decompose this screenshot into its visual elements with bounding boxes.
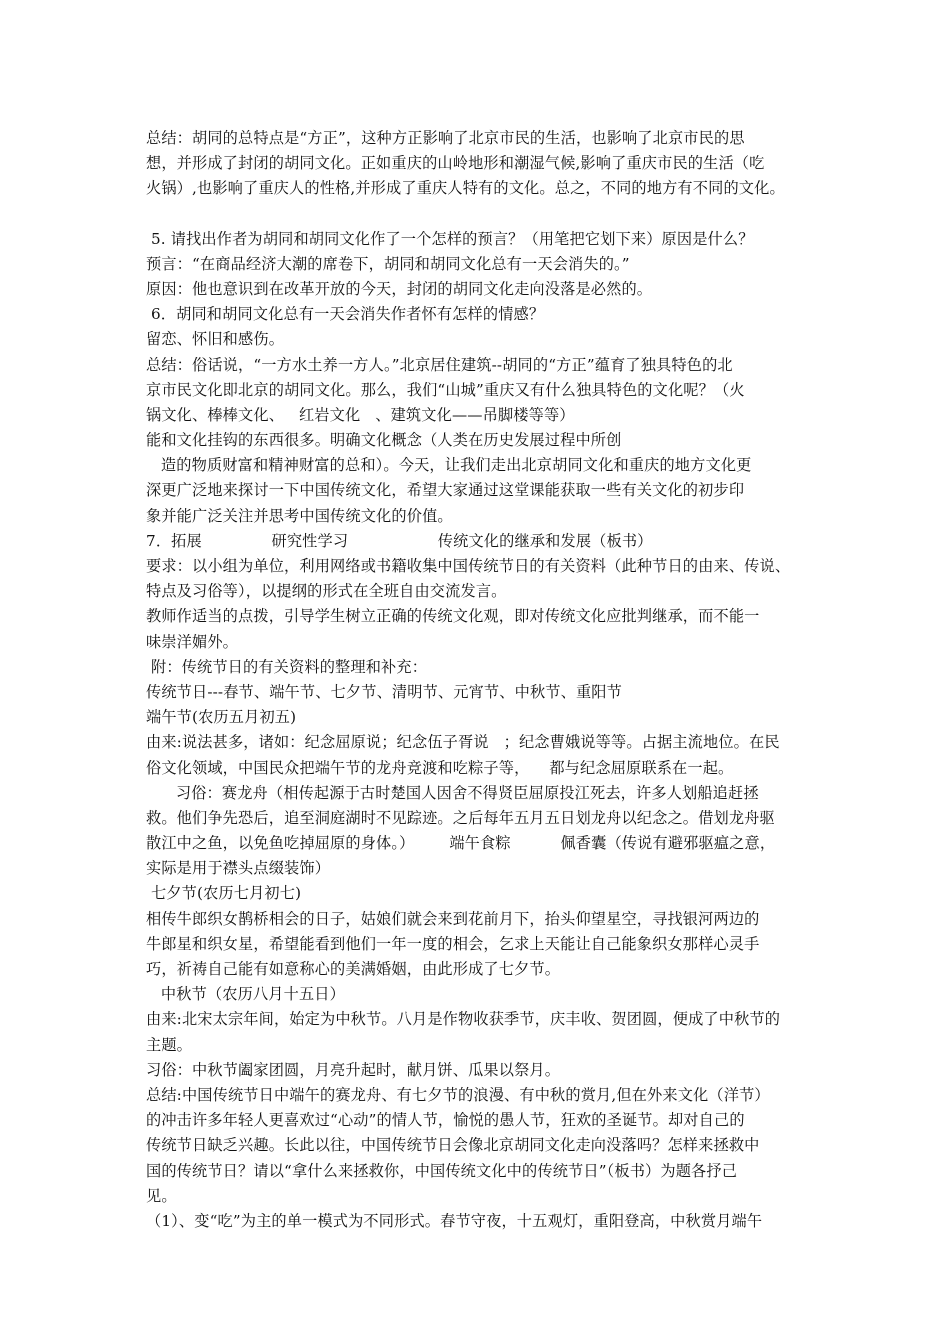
text-line: 火锅）,也影响了重庆人的性格,并形成了重庆人特有的文化。总之，不同的地方有不同的文化。 xyxy=(146,179,785,198)
text-line: 造的物质财富和精神财富的总和）。今天，让我们走出北京胡同文化和重庆的地方文化更 xyxy=(146,456,752,475)
text-line: 俗文化领域，中国民众把端午节的龙舟竞渡和吃粽子等， 都与纪念屈原联系在一起。 xyxy=(146,758,734,777)
text-line: 味崇洋媚外。 xyxy=(146,632,239,651)
text-line: 总结：胡同的总特点是“方正”，这种方正影响了北京市民的生活，也影响了北京市民的思 xyxy=(146,129,745,147)
text-line: 6．胡同和胡同文化总有一天会消失作者怀有怎样的情感？ xyxy=(146,305,545,324)
blank-line xyxy=(146,202,816,227)
text-line: 传统节日---春节、端午节、七夕节、清明节、元宵节、中秋节、重阳节 xyxy=(146,682,622,701)
text-line: 实际是用于襟头点缀装饰） xyxy=(146,859,331,878)
text-line: 原因：他也意识到在改革开放的今天，封闭的胡同文化走向没落是必然的。 xyxy=(146,279,653,298)
text-line: （1）、变“吃”为主的单一模式为不同形式。春节守夜，十五观灯，重阳登高，中秋赏月端午 xyxy=(146,1211,763,1230)
text-line: 锅文化、棒棒文化、 红岩文化 、建筑文化——吊脚楼等等） xyxy=(146,405,575,424)
text-line: 习俗：中秋节阖家团圆，月亮升起时，献月饼、瓜果以祭月。 xyxy=(146,1060,561,1079)
text-line: 想，并形成了封闭的胡同文化。正如重庆的山岭地形和潮湿气候,影响了重庆市民的生活（吃 xyxy=(146,154,765,173)
text-line: 相传牛郎织女鹊桥相会的日子，姑娘们就会来到花前月下，抬头仰望星空，寻找银河两边的 xyxy=(146,909,760,928)
text-line: 救。他们争先恐后，追至洞庭湖时不见踪迹。之后每年五月五日划龙舟以纪念之。借划龙舟驱 xyxy=(146,808,775,827)
text-line: 传统节日缺乏兴趣。长此以往，中国传统节日会像北京胡同文化走向没落吗？怎样来拯救中 xyxy=(146,1136,760,1155)
text-line: 总结:中国传统节日中端午的赛龙舟、有七夕节的浪漫、有中秋的赏月,但在外来文化（洋节） xyxy=(146,1085,770,1104)
document-body xyxy=(146,126,816,1234)
text-line: 要求：以小组为单位，利用网络或书籍收集中国传统节日的有关资料（此种节日的由来、传说、 xyxy=(146,557,791,575)
text-line: 见。 xyxy=(146,1186,177,1205)
text-line: 端午节(农历五月初五) xyxy=(146,708,297,727)
text-line: 巧，祈祷自己能有如意称心的美满婚姻，由此形成了七夕节。 xyxy=(146,960,561,978)
text-line: 能和文化挂钩的东西很多。明确文化概念（人类在历史发展过程中所创 xyxy=(146,431,622,450)
text-line: 留恋、怀旧和感伤。 xyxy=(146,330,285,349)
text-line: 主题。 xyxy=(146,1035,193,1054)
text-line: 由来:北宋太宗年间，始定为中秋节。八月是作物收获季节，庆丰收、贺团圆，便成了中秋节的 xyxy=(146,1010,781,1029)
text-line: 5. 请找出作者为胡同和胡同文化作了一个怎样的预言？（用笔把它划下来）原因是什么？ xyxy=(146,229,754,248)
text-line: 的冲击许多年轻人更喜欢过“心动”的情人节，愉悦的愚人节，狂欢的圣诞节。却对自己的 xyxy=(146,1111,745,1130)
text-line: 习俗：赛龙舟（相传起源于古时楚国人因舍不得贤臣屈原投江死去，许多人划船追赶拯 xyxy=(146,783,759,802)
text-line: 牛郎星和织女星，希望能看到他们一年一度的相会，乞求上天能让自己能象织女那样心灵手 xyxy=(146,934,760,953)
text-line: 国的传统节日？请以“拿什么来拯救你，中国传统文化中的传统节日”（板书）为题各抒己 xyxy=(146,1161,738,1180)
text-line: 7．拓展 研究性学习 传统文化的继承和发展（板书） xyxy=(146,531,653,550)
text-line: 深更广泛地来探讨一下中国传统文化，希望大家通过这堂课能获取一些有关文化的初步印 xyxy=(146,481,745,500)
text-line: 散江中之鱼，以免鱼吃掉屈原的身体。） 端午食粽 佩香囊（传说有避邪驱瘟之意， xyxy=(146,834,776,853)
text-line: 由来:说法甚多，诸如：纪念屈原说；纪念伍子胥说 ；纪念曹娥说等等。占据主流地位。在民 xyxy=(146,733,780,752)
text-line: 京市民文化即北京的胡同文化。那么，我们“山城”重庆又有什么独具特色的文化呢？（火 xyxy=(146,380,745,399)
text-line: 附：传统节日的有关资料的整理和补充： xyxy=(146,657,428,676)
text-line: 总结：俗话说，“一方水土养一方人。”北京居住建筑--胡同的“方正”蕴育了独具特色的北 xyxy=(146,355,733,374)
text-line: 预言：“在商品经济大潮的席卷下，胡同和胡同文化总有一天会消失的。” xyxy=(146,254,630,273)
text-line: 象并能广泛关注并思考中国传统文化的价值。 xyxy=(146,506,453,525)
text-line: 中秋节（农历八月十五日） xyxy=(146,985,345,1004)
text-line: 七夕节(农历七月初七) xyxy=(146,884,302,903)
text-line: 教师作适当的点拨，引导学生树立正确的传统文化观，即对传统文化应批判继承，而不能一 xyxy=(146,607,760,626)
text-line: 特点及习俗等），以提纲的形式在全班自由交流发言。 xyxy=(146,582,507,601)
